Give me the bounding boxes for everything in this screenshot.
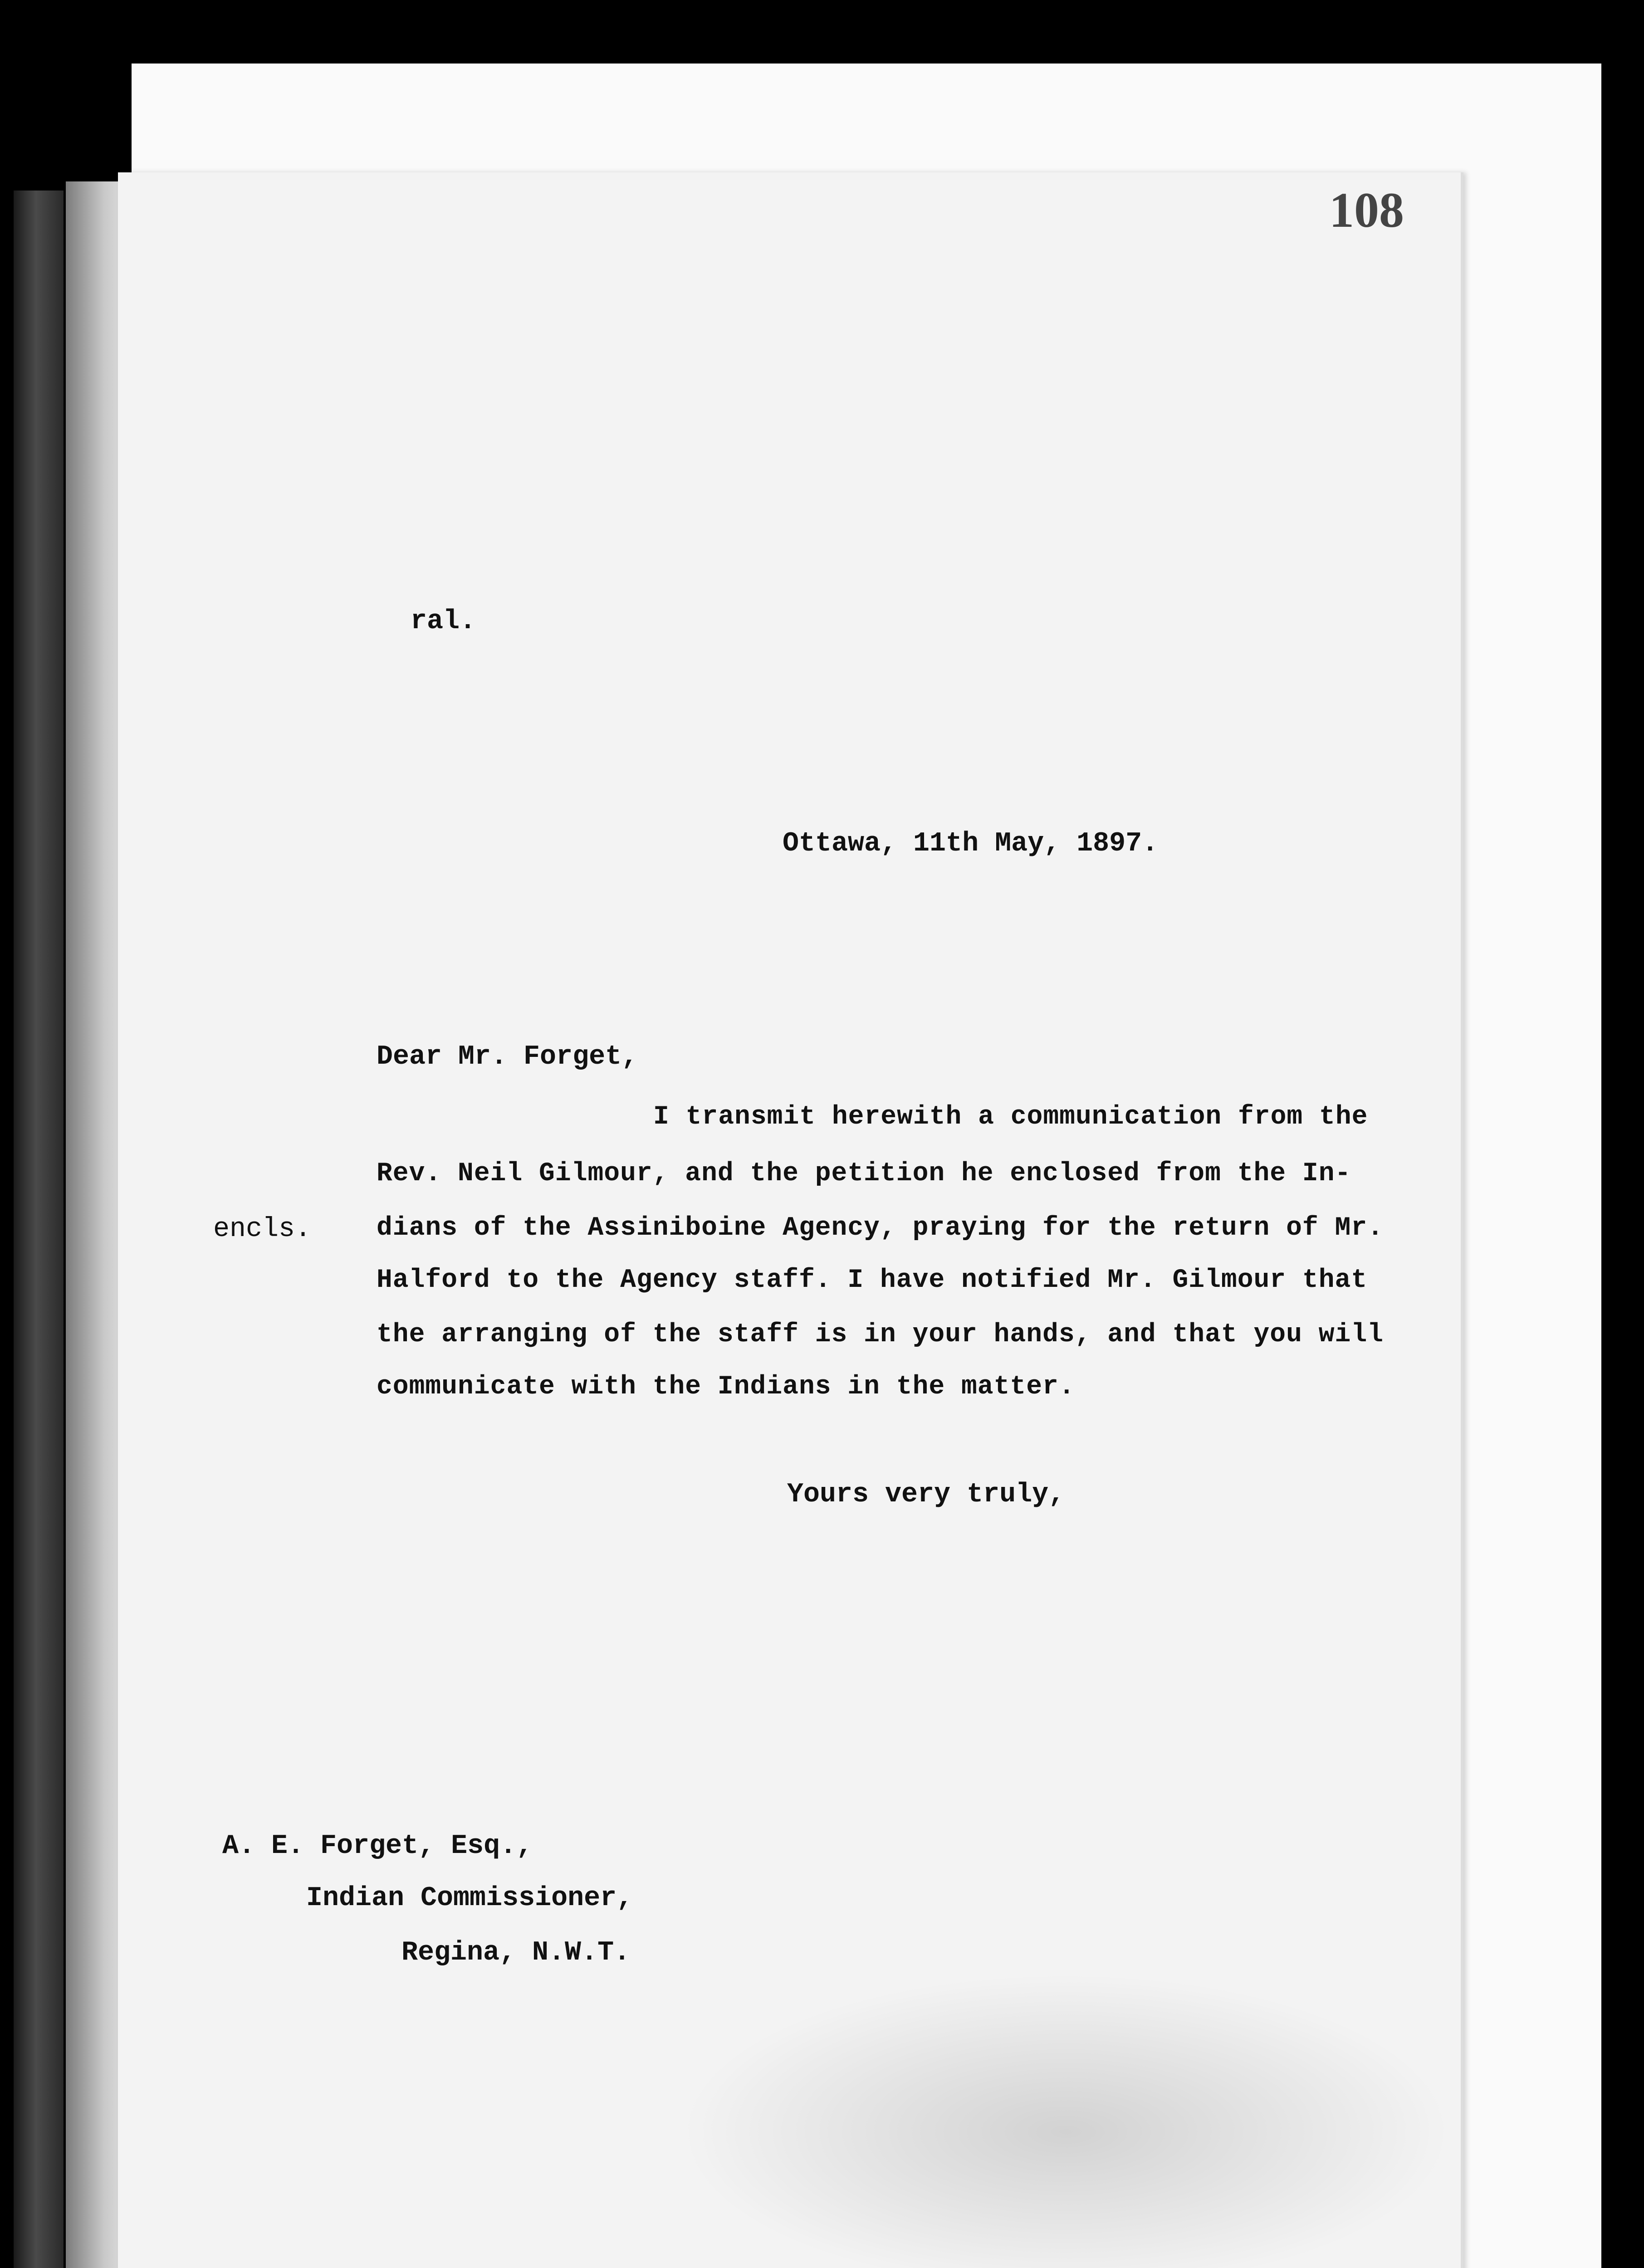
margin-note-enclosures: encls. [213, 1214, 312, 1245]
addressee-location: Regina, N.W.T. [401, 1937, 631, 1968]
date-line: Ottawa, 11th May, 1897. [783, 828, 1159, 859]
page-number: 108 [1329, 182, 1404, 238]
body-line: the arranging of the staff is in your hands, and that you will [377, 1320, 1384, 1349]
body-line: I transmit herewith a communication from the [653, 1102, 1368, 1132]
header-fragment: ral. [411, 606, 476, 637]
addressee-name: A. E. Forget, Esq., [222, 1831, 533, 1862]
body-line: Halford to the Agency staff. I have notified Mr. Gilmour that [377, 1266, 1368, 1295]
closing: Yours very truly, [787, 1479, 1065, 1510]
salutation: Dear Mr. Forget, [377, 1041, 638, 1072]
addressee-title: Indian Commissioner, [306, 1883, 633, 1914]
body-line: dians of the Assiniboine Agency, praying for the return of Mr. [377, 1213, 1384, 1243]
body-line: communicate with the Indians in the matter. [377, 1372, 1075, 1402]
body-line: Rev. Neil Gilmour, and the petition he enclosed from the In- [377, 1159, 1351, 1188]
